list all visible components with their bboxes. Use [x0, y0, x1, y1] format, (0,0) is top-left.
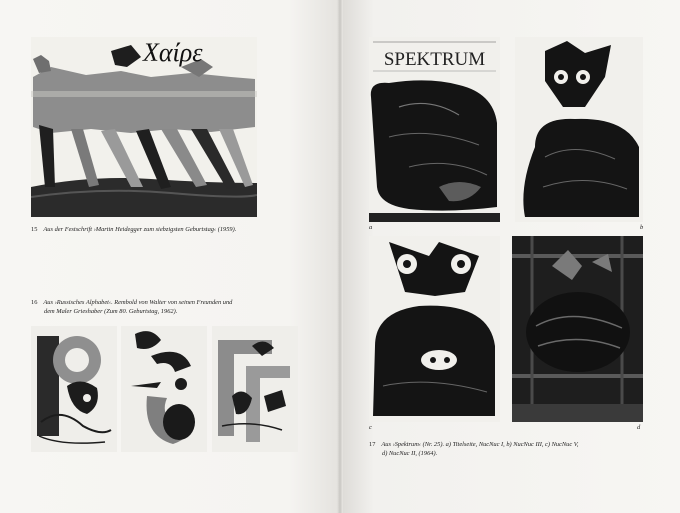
fig15-number: 15 — [31, 226, 38, 233]
fig17-caption — [369, 440, 659, 458]
fig17-label-c: c — [369, 424, 372, 431]
fig17-label-d: d — [637, 424, 641, 431]
fig17-caption-line2: d) NucNuc II, (1964). — [382, 450, 438, 457]
book-gutter — [337, 0, 343, 513]
fig16-number: 16 — [31, 299, 38, 306]
fig17-label-a: a — [369, 224, 373, 231]
fig15-greek-text: Χαίρε — [143, 38, 203, 67]
fig17-label-b: b — [640, 224, 644, 231]
fig15-caption — [31, 225, 291, 234]
fig17-image-d — [512, 236, 643, 422]
fig16-image-3 — [212, 326, 298, 452]
fig16-image-1 — [31, 326, 117, 452]
fig17-image-b — [515, 37, 643, 222]
fig16-caption-line2: dem Maler Grieshaber (Zum 80. Geburtstag, 1962). — [44, 308, 178, 315]
fig16-caption — [31, 298, 311, 316]
fig17-number: 17 — [369, 441, 376, 448]
fig16-image-2 — [121, 326, 207, 452]
fig17-cover-title: SPEKTRUM — [383, 49, 486, 70]
fig17-image-c — [369, 236, 500, 422]
fig17-image-a — [369, 37, 500, 222]
fig15-caption-text: Aus der Festschrift ›Martin Heidegger zum siebzigsten Geburtstag‹ (1959). — [43, 226, 237, 233]
fig15-image — [31, 37, 257, 217]
fig17-caption-line1: Aus ›Spektrum‹ (Nr. 25). a) Titelseite, NucNuc I, b) NucNuc III, c) NucNuc V, — [381, 441, 579, 448]
fig16-caption-line1: Aus ›Russisches Alphabet‹. Rembold von Walter von seinen Freunden und — [43, 299, 233, 306]
